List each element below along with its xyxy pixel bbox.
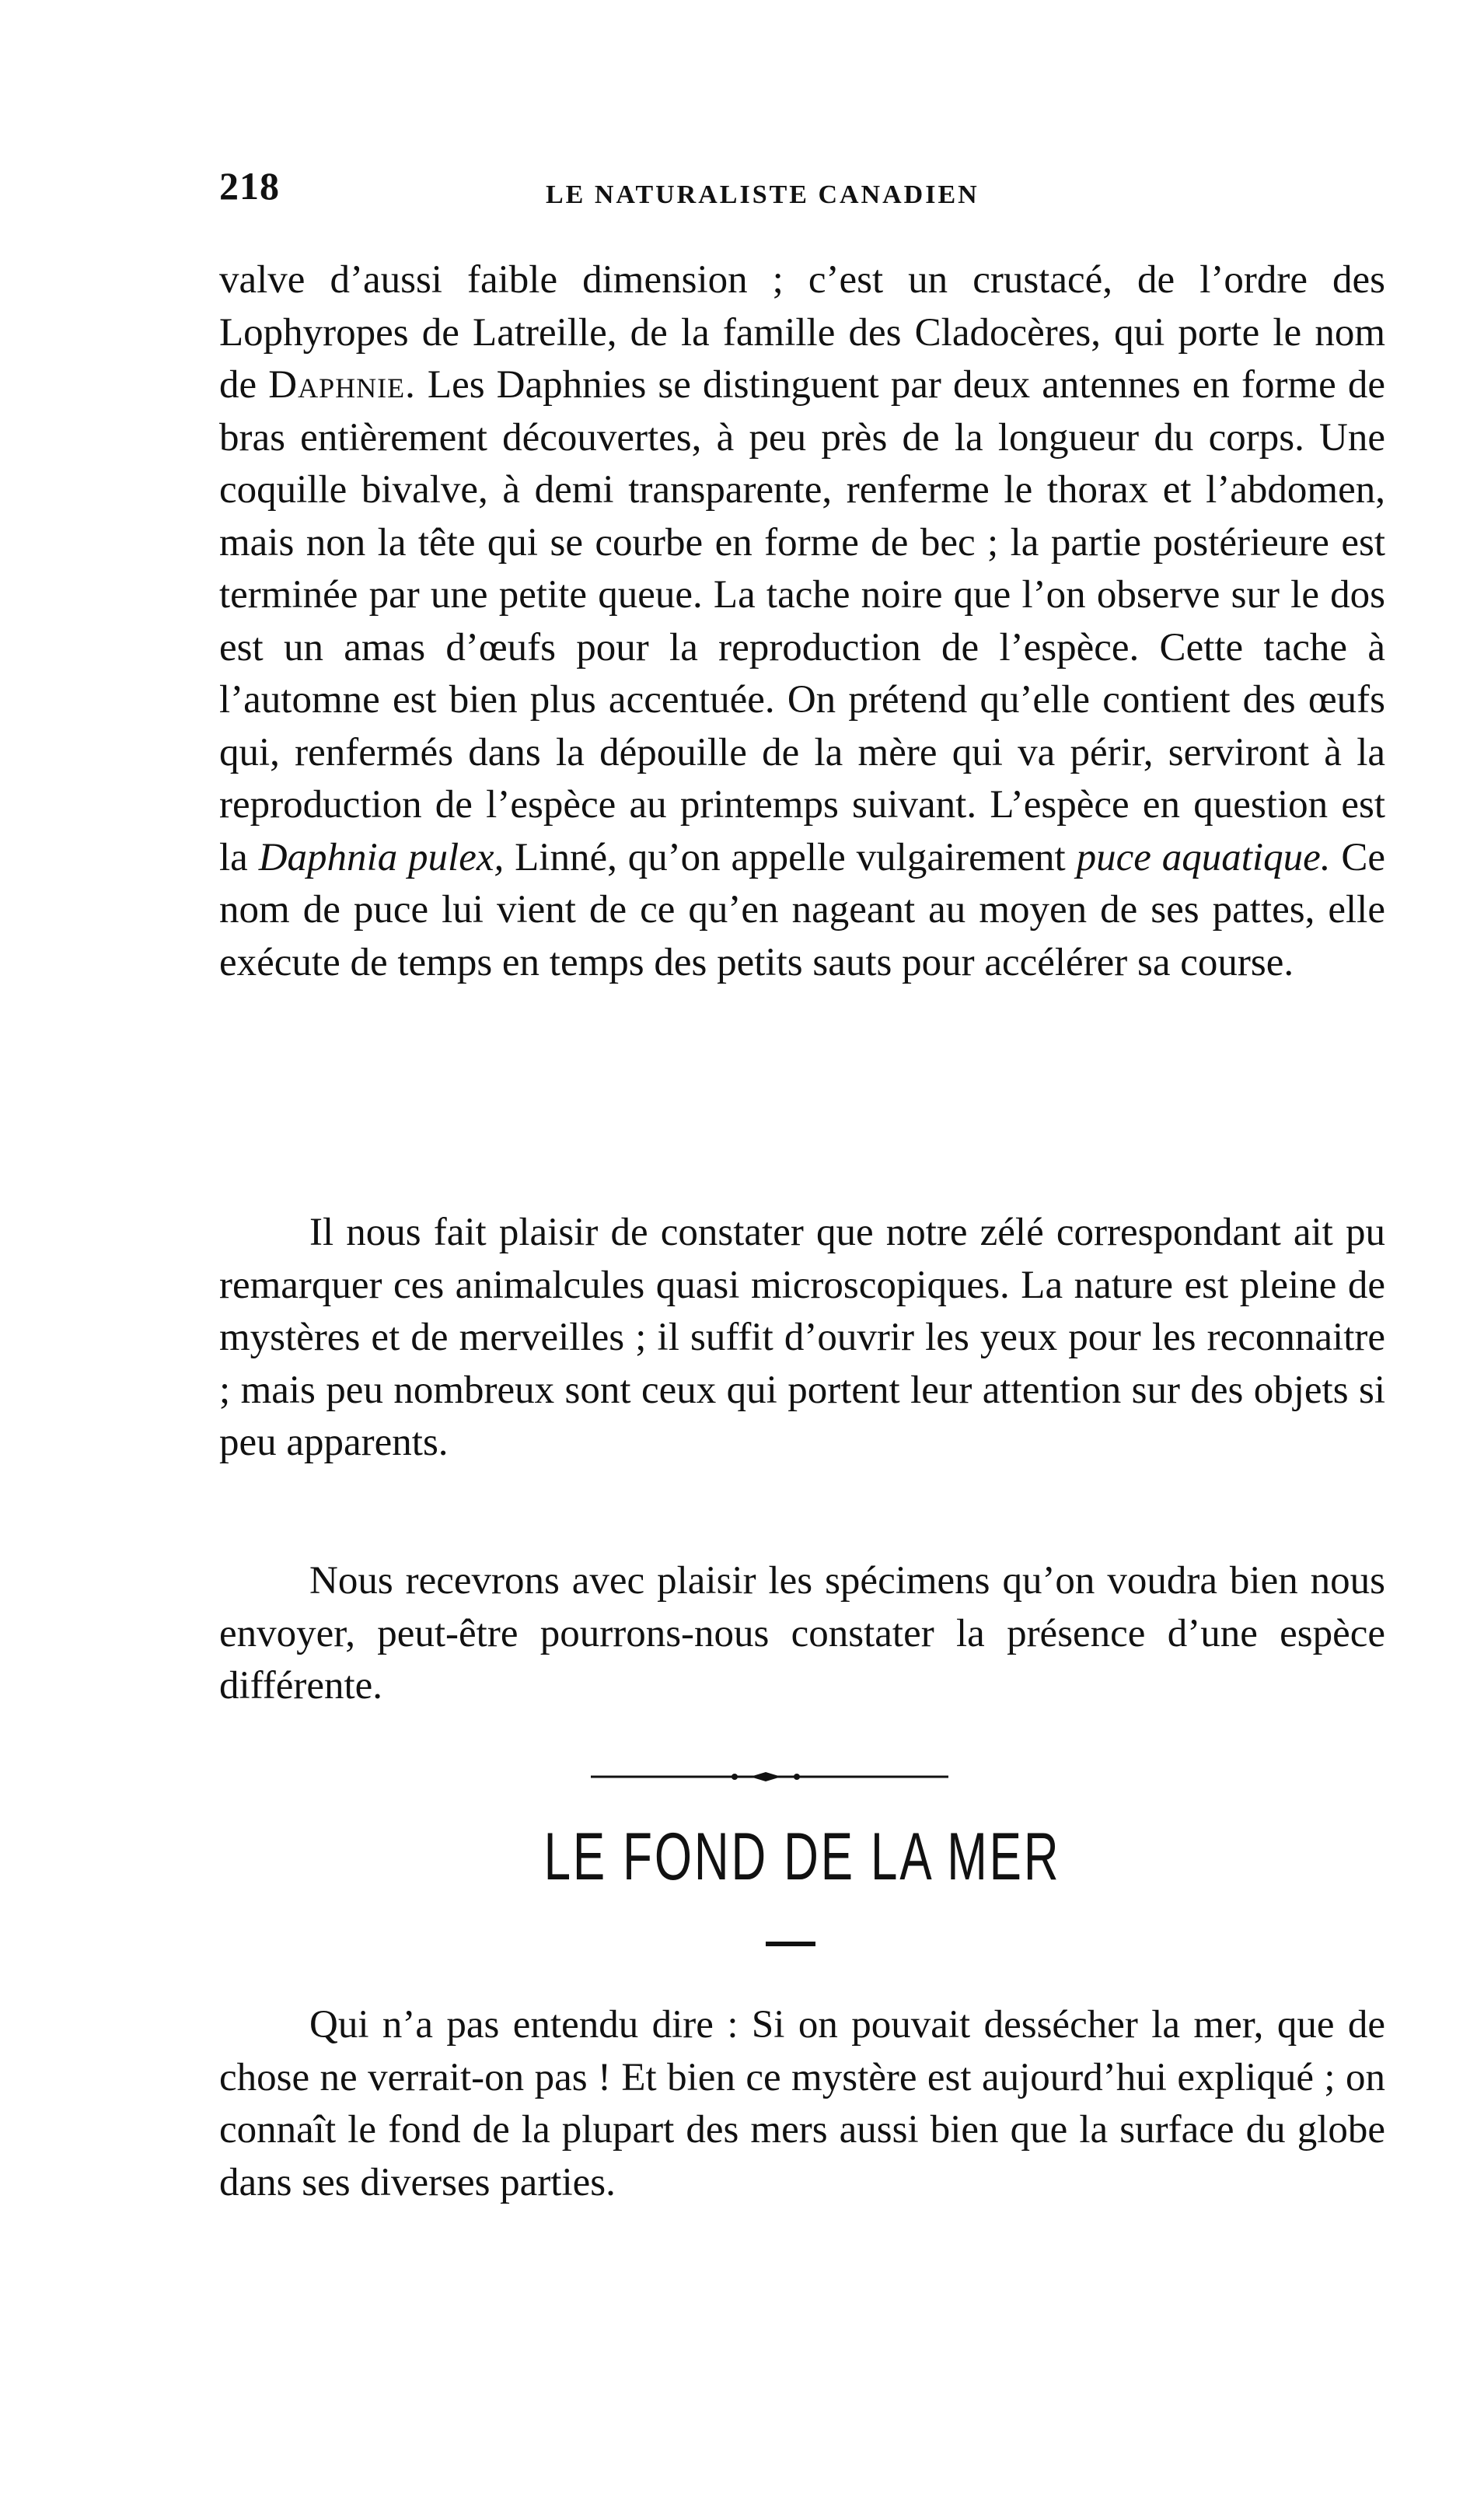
page-number: 218 [219,164,280,208]
paragraph-text: Ce nom de puce lui vient de ce qu’en nageant au moyen de ses pattes, elle exécute de temps en temps des petits sauts pour accélérer sa course. [219,835,1386,984]
page-header [219,163,1401,218]
paragraph-daphnie [219,254,1385,989]
paragraph-text: Linné, qu’on appelle vulgairement [504,835,1077,879]
paragraph-text: Il nous fait plaisir de constater que notre zélé correspondant ait pu remarquer ces animalcules quasi microscopiques. La nature est pleine de mystères et de merveilles ; il suffit d’ouvrir les yeux pour les reconnaitre ; mais peu nombreux sont ceux qui portent leur attention sur des objets si peu apparents. [219,1211,1385,1464]
paragraph-text: valve d’aussi faible dimension ; c’est un crustacé, de l’ordre des Lophyropes de Latreille, de la famille des Cladocères, qui porte le nom de [219,258,1385,407]
paragraph-fond-de-la-mer [219,1999,1385,2209]
running-title: LE NATURALISTE CANADIEN [546,180,979,209]
title-rule [766,1942,815,1946]
paragraph-correspondant [219,1207,1385,1470]
common-name: puce aquatique. [1076,835,1331,879]
paragraph-text: Nous recevrons avec plaisir les spécimens qu’on voudra bien nous envoyer, peut-être pourrons-nous constater la présence d’une espèce différente. [219,1559,1385,1708]
section-divider-ornament [591,1769,948,1785]
paragraph-specimens [219,1555,1385,1713]
paragraph-text: Qui n’a pas entendu dire : Si on pouvait dessécher la mer, que de chose ne verrait-on pas ! Et bien ce mystère est aujourd’hui expliqué ; on connaît le fond de la plupart des mers aussi bien que la surface du globe dans ses diverses parties. [219,2003,1385,2204]
paragraph-text: Les Daphnies se distinguent par deux antennes en forme de bras entièrement découvertes, à peu près de la longueur du corps. Une coquille bivalve, à demi transparente, renferme le thorax et l’abdomen, mais non la tête qui se courbe en forme de bec ; la partie postérieure est terminée par une petite queue. La tache noire que l’on observe sur le dos est un amas d’œufs pour la reproduction de l’espèce. Cette tache à l’automne est bien plus accentuée. On prétend qu’elle contient des œufs qui, renfermés dans la dépouille de la mère qui va périr, serviront à la reproduction de l’espèce au printemps suivant. L’espèce en question est la [219,363,1385,879]
species-name: Daphnia pulex, [258,835,505,879]
small-caps-term: Daphnie. [268,363,416,407]
section-title: LE FOND DE LA MER [543,1820,1061,1894]
